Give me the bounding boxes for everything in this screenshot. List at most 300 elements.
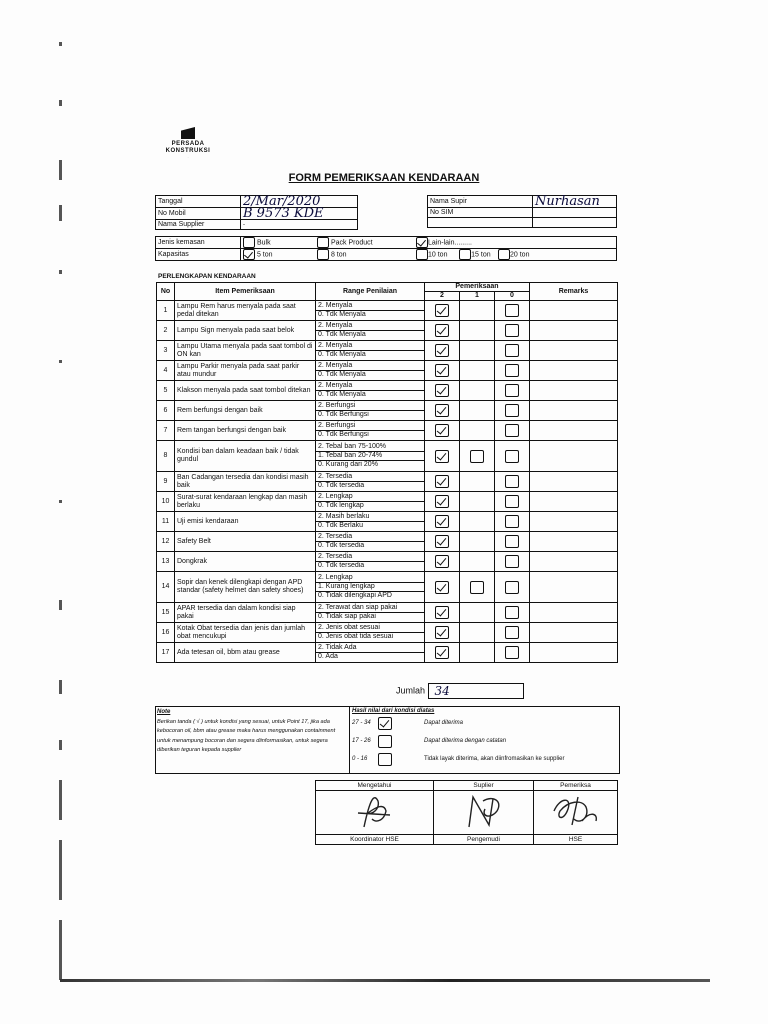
row-no: 16 — [157, 623, 175, 643]
range-option: 0. Tdk Menyala — [316, 350, 424, 359]
row-range — [316, 512, 425, 532]
signature-pengemudi-mark — [459, 791, 509, 831]
range-option: 0. Tdk tersedia — [316, 541, 424, 550]
sig-header-mengetahui: Mengetahui — [316, 781, 434, 791]
score-cell-0 — [495, 472, 530, 492]
score-cell-2 — [425, 441, 460, 472]
header-right-table — [427, 195, 617, 228]
note-text: Berikan tanda ( √ ) untuk kondisi yang sesuai, untuk Point 17, jika ada kebocoran oil, bbm atau grease maka harus menggunakan containment untuk menampung bocoran dan segera diinformasikan, untuk segera diberikan teguran kepada supplier — [157, 718, 336, 753]
sig-role-hse: HSE — [534, 835, 618, 845]
score-cell-0 — [495, 341, 530, 361]
score-cell-1 — [460, 361, 495, 381]
row-no: 9 — [157, 472, 175, 492]
row-item: Uji emisi kendaraan — [175, 512, 316, 532]
sig-header-pemeriksa: Pemeriksa — [534, 781, 618, 791]
label-no-mobil: No Mobil — [156, 208, 241, 220]
option-20-ton-label: 20 ton — [510, 251, 530, 259]
col-item: Item Pemeriksaan — [175, 283, 316, 301]
range-option: 2. Menyala — [318, 322, 353, 329]
section-title: PERLENGKAPAN KENDARAAN — [158, 273, 256, 280]
signature-koordinator — [316, 791, 434, 835]
range-option: 0. Tdk Menyala — [316, 390, 424, 399]
score-cell-0 — [495, 361, 530, 381]
table-row — [157, 512, 618, 532]
jenis-kapasitas-table — [155, 236, 617, 261]
row-item: Lampu Utama menyala pada saat tombol di ON kan — [175, 341, 316, 361]
col-score-0: 0 — [495, 292, 530, 301]
score-cell-0 — [495, 512, 530, 532]
row-item: Dongkrak — [175, 552, 316, 572]
row-item: Ada tetesan oil, bbm atau grease — [175, 643, 316, 663]
table-row — [157, 441, 618, 472]
table-row — [157, 401, 618, 421]
score-checkbox-0[interactable] — [505, 581, 519, 594]
score-cell-2 — [425, 552, 460, 572]
range-option: 0. Jenis obat tida sesuai — [316, 632, 424, 641]
value-tanggal: 2/Mar/2020 — [241, 196, 358, 208]
result-range-2: 17 - 26 — [352, 738, 371, 744]
checkbox-10-ton[interactable] — [416, 249, 428, 260]
value-empty — [533, 218, 617, 228]
score-cell-1 — [460, 401, 495, 421]
option-pack-product-label: Pack Product — [330, 239, 373, 247]
option-bulk — [241, 237, 316, 249]
row-no: 15 — [157, 603, 175, 623]
score-checkbox-2[interactable] — [435, 535, 449, 548]
row-remarks — [530, 401, 618, 421]
option-15-ton-label: 15 ton — [471, 251, 491, 259]
option-5-ton-label: 5 ton — [256, 251, 273, 259]
row-remarks — [530, 441, 618, 472]
score-cell-1 — [460, 512, 495, 532]
scan-bottom-edge — [60, 979, 710, 982]
value-no-sim — [533, 208, 617, 218]
result-row-1 — [352, 714, 624, 732]
range-option: 2. Lengkap — [318, 574, 353, 581]
row-remarks — [530, 643, 618, 663]
score-checkbox-2[interactable] — [435, 646, 449, 659]
range-option: 2. Menyala — [318, 302, 353, 309]
row-remarks — [530, 341, 618, 361]
score-checkbox-0[interactable] — [505, 304, 519, 317]
score-checkbox-1[interactable] — [470, 450, 484, 463]
row-remarks — [530, 492, 618, 512]
signature-hse — [534, 791, 618, 835]
result-legend — [352, 708, 624, 768]
range-option: 0. Kurang dari 20% — [316, 460, 424, 469]
score-cell-1 — [460, 472, 495, 492]
score-cell-0 — [495, 401, 530, 421]
score-checkbox-0[interactable] — [505, 555, 519, 568]
range-option: 1. Tebal ban 20-74% — [316, 451, 424, 460]
row-remarks — [530, 301, 618, 321]
row-range — [316, 532, 425, 552]
score-checkbox-1[interactable] — [470, 581, 484, 594]
result-text-3: Tidak layak diterima, akan diinfromasikan ke supplier — [424, 756, 565, 762]
table-row — [157, 492, 618, 512]
checkbox-bulk[interactable] — [243, 237, 255, 248]
label-kapasitas: Kapasitas — [156, 249, 241, 261]
score-checkbox-2[interactable] — [435, 364, 449, 377]
note-title: Note — [157, 709, 171, 715]
score-cell-1 — [460, 301, 495, 321]
score-checkbox-0[interactable] — [505, 364, 519, 377]
result-checkbox-1[interactable] — [378, 717, 392, 730]
score-cell-0 — [495, 572, 530, 603]
row-item: Sopir dan kenek dilengkapi dengan APD standar (safety helmet dan safety shoes) — [175, 572, 316, 603]
score-checkbox-2[interactable] — [435, 581, 449, 594]
range-option: 0. Tdk Menyala — [316, 310, 424, 319]
row-item: Lampu Rem harus menyala pada saat pedal ditekan — [175, 301, 316, 321]
score-cell-2 — [425, 341, 460, 361]
col-pemeriksaan: Pemeriksaan — [425, 283, 530, 292]
row-range — [316, 341, 425, 361]
row-item: Surat-surat kendaraan lengkap dan masih berlaku — [175, 492, 316, 512]
row-item: Safety Belt — [175, 532, 316, 552]
row-no: 3 — [157, 341, 175, 361]
range-option: 2. Tersedia — [318, 533, 353, 540]
row-no: 11 — [157, 512, 175, 532]
score-checkbox-2[interactable] — [435, 626, 449, 639]
table-row — [157, 623, 618, 643]
score-cell-2 — [425, 301, 460, 321]
score-cell-1 — [460, 341, 495, 361]
checkbox-15-ton[interactable] — [459, 249, 471, 260]
score-checkbox-0[interactable] — [505, 495, 519, 508]
row-range — [316, 441, 425, 472]
table-row — [157, 572, 618, 603]
row-remarks — [530, 472, 618, 492]
range-option: 2. Tersedia — [318, 553, 353, 560]
row-no: 6 — [157, 401, 175, 421]
range-option: 0. Tidak dilengkapi APD — [316, 591, 424, 600]
jumlah-label: Jumlah — [396, 685, 426, 696]
sig-role-koordinator: Koordinator HSE — [316, 835, 434, 845]
label-empty — [428, 218, 533, 228]
score-checkbox-0[interactable] — [505, 646, 519, 659]
score-cell-2 — [425, 381, 460, 401]
score-checkbox-0[interactable] — [505, 515, 519, 528]
row-range — [316, 421, 425, 441]
option-bulk-label: Bulk — [256, 239, 271, 247]
signature-koordinator-mark — [350, 791, 400, 831]
scan-margin-marks — [55, 40, 69, 1000]
row-item: Rem tangan berfungsi dengan baik — [175, 421, 316, 441]
range-option: 2. Jenis obat sesuai — [318, 624, 380, 631]
score-checkbox-2[interactable] — [435, 404, 449, 417]
range-option: 0. Tdk tersedia — [316, 561, 424, 570]
label-tanggal: Tanggal — [156, 196, 241, 208]
score-checkbox-2[interactable] — [435, 495, 449, 508]
score-checkbox-0[interactable] — [505, 424, 519, 437]
score-cell-1 — [460, 623, 495, 643]
score-cell-1 — [460, 552, 495, 572]
row-range — [316, 321, 425, 341]
range-option: 0. Tdk Berfungsi — [316, 430, 424, 439]
col-score-1: 1 — [460, 292, 495, 301]
table-row — [157, 603, 618, 623]
jumlah-row — [396, 683, 524, 699]
score-cell-1 — [460, 572, 495, 603]
row-item: Ban Cadangan tersedia dan kondisi masih baik — [175, 472, 316, 492]
score-cell-1 — [460, 603, 495, 623]
row-item: Lampu Sign menyala pada saat belok — [175, 321, 316, 341]
table-row — [157, 532, 618, 552]
range-option: 0. Tdk Berlaku — [316, 521, 424, 530]
score-cell-0 — [495, 532, 530, 552]
checkbox-20-ton[interactable] — [498, 249, 510, 260]
range-option: 0. Tdk Menyala — [316, 330, 424, 339]
score-cell-1 — [460, 492, 495, 512]
score-cell-2 — [425, 401, 460, 421]
row-item: Klakson menyala pada saat tombol ditekan — [175, 381, 316, 401]
signature-table — [315, 780, 618, 845]
score-checkbox-2[interactable] — [435, 324, 449, 337]
value-no-mobil: B 9573 KDE — [241, 208, 358, 220]
row-no: 10 — [157, 492, 175, 512]
score-checkbox-0[interactable] — [505, 626, 519, 639]
option-10-15-ton — [414, 249, 496, 261]
row-item: Lampu Parkir menyala pada saat parkir atau mundur — [175, 361, 316, 381]
result-text-2: Dapat diterima dengan catatan — [424, 738, 507, 744]
row-no: 2 — [157, 321, 175, 341]
range-option: 2. Berfungsi — [318, 402, 356, 409]
signature-pengemudi — [434, 791, 534, 835]
score-checkbox-2[interactable] — [435, 384, 449, 397]
score-cell-2 — [425, 512, 460, 532]
inspection-table — [156, 282, 618, 663]
col-remarks: Remarks — [530, 283, 618, 301]
row-remarks — [530, 512, 618, 532]
row-remarks — [530, 572, 618, 603]
range-option: 0. Ada — [316, 652, 424, 661]
score-cell-2 — [425, 472, 460, 492]
range-option: 0. Tdk Berfungsi — [316, 410, 424, 419]
range-option: 2. Tersedia — [318, 473, 353, 480]
score-cell-0 — [495, 421, 530, 441]
score-checkbox-2[interactable] — [435, 475, 449, 488]
row-range — [316, 603, 425, 623]
row-no: 8 — [157, 441, 175, 472]
score-checkbox-0[interactable] — [505, 535, 519, 548]
row-no: 13 — [157, 552, 175, 572]
range-option: 2. Menyala — [318, 342, 353, 349]
value-nama-supir: Nurhasan — [533, 196, 617, 208]
value-nama-supplier: - — [241, 220, 358, 230]
checkbox-lain-lain[interactable] — [416, 237, 428, 248]
sig-role-pengemudi: Pengemudi — [434, 835, 534, 845]
row-remarks — [530, 381, 618, 401]
score-cell-2 — [425, 572, 460, 603]
label-jenis-kemasan: Jenis kemasan — [156, 237, 241, 249]
label-nama-supir: Nama Supir — [428, 196, 533, 208]
result-checkbox-3[interactable] — [378, 753, 392, 766]
note-divider — [349, 706, 350, 773]
jumlah-value: 34 — [428, 683, 524, 699]
score-checkbox-0[interactable] — [505, 450, 519, 463]
row-no: 12 — [157, 532, 175, 552]
row-no: 1 — [157, 301, 175, 321]
row-range — [316, 381, 425, 401]
option-8-ton — [315, 249, 414, 261]
row-remarks — [530, 321, 618, 341]
signature-hse-mark — [546, 791, 606, 831]
range-option: 0. Tidak siap pakai — [316, 612, 424, 621]
range-option: 0. Tdk lengkap — [316, 501, 424, 510]
range-option: 0. Tdk Menyala — [316, 370, 424, 379]
row-no: 14 — [157, 572, 175, 603]
row-remarks — [530, 552, 618, 572]
result-title: Hasil nilai dari kondisi diatas — [352, 708, 435, 714]
checkbox-8-ton[interactable] — [317, 249, 329, 260]
option-pack-product — [315, 237, 414, 249]
score-cell-2 — [425, 421, 460, 441]
row-range — [316, 552, 425, 572]
option-10-ton-label: 10 ton — [428, 251, 448, 259]
logo-mark — [181, 127, 195, 139]
range-option: 2. Tebal ban 75-100% — [318, 443, 386, 450]
company-logo — [158, 127, 218, 159]
table-row — [157, 421, 618, 441]
range-option: 2. Masih berlaku — [318, 513, 370, 520]
table-row — [157, 301, 618, 321]
note — [157, 708, 343, 756]
score-checkbox-0[interactable] — [505, 606, 519, 619]
row-range — [316, 401, 425, 421]
score-cell-0 — [495, 643, 530, 663]
option-5-ton — [241, 249, 316, 261]
sig-header-suplier: Suplier — [434, 781, 534, 791]
row-range — [316, 301, 425, 321]
label-nama-supplier: Nama Supplier — [156, 220, 241, 230]
row-no: 7 — [157, 421, 175, 441]
score-checkbox-0[interactable] — [505, 384, 519, 397]
form-title: FORM PEMERIKSAAN KENDARAAN — [288, 172, 480, 184]
row-item: Kotak Obat tersedia dan jenis dan jumlah obat mencukupi — [175, 623, 316, 643]
col-score-2: 2 — [425, 292, 460, 301]
score-checkbox-2[interactable] — [435, 424, 449, 437]
row-remarks — [530, 623, 618, 643]
score-checkbox-2[interactable] — [435, 606, 449, 619]
table-row — [157, 643, 618, 663]
range-option: 2. Menyala — [318, 362, 353, 369]
row-item: Rem berfungsi dengan baik — [175, 401, 316, 421]
score-cell-1 — [460, 643, 495, 663]
score-cell-2 — [425, 643, 460, 663]
range-option: 1. Kurang lengkap — [316, 582, 424, 591]
score-cell-2 — [425, 361, 460, 381]
score-cell-2 — [425, 603, 460, 623]
option-8-ton-label: 8 ton — [330, 251, 347, 259]
score-cell-0 — [495, 381, 530, 401]
col-no: No — [157, 283, 175, 301]
score-cell-1 — [460, 421, 495, 441]
score-cell-1 — [460, 321, 495, 341]
score-cell-2 — [425, 492, 460, 512]
row-no: 5 — [157, 381, 175, 401]
score-cell-0 — [495, 552, 530, 572]
score-cell-1 — [460, 532, 495, 552]
table-row — [157, 552, 618, 572]
score-checkbox-2[interactable] — [435, 344, 449, 357]
label-no-sim: No SIM — [428, 208, 533, 218]
result-row-2 — [352, 732, 624, 750]
score-checkbox-0[interactable] — [505, 475, 519, 488]
score-checkbox-2[interactable] — [435, 304, 449, 317]
score-cell-0 — [495, 603, 530, 623]
range-option: 2. Berfungsi — [318, 422, 356, 429]
col-range: Range Penilaian — [316, 283, 425, 301]
score-cell-2 — [425, 532, 460, 552]
row-range — [316, 643, 425, 663]
row-remarks — [530, 421, 618, 441]
result-checkbox-2[interactable] — [378, 735, 392, 748]
option-20-ton — [496, 249, 617, 261]
score-checkbox-2[interactable] — [435, 450, 449, 463]
score-checkbox-2[interactable] — [435, 555, 449, 568]
result-range-3: 0 - 16 — [352, 756, 368, 762]
range-option: 2. Lengkap — [318, 493, 353, 500]
option-lain-lain-label: Lain-lain......... — [428, 239, 472, 247]
company-tagline: . — [187, 155, 189, 159]
company-name-line1: PERSADA — [171, 141, 205, 147]
result-row-3 — [352, 750, 624, 768]
checkbox-pack-product[interactable] — [317, 237, 329, 248]
score-checkbox-2[interactable] — [435, 515, 449, 528]
result-text-1: Dapat diterima — [424, 720, 464, 726]
row-item: APAR tersedia dan dalam kondisi siap pakai — [175, 603, 316, 623]
range-option: 2. Terawat dan siap pakai — [318, 604, 398, 611]
row-no: 17 — [157, 643, 175, 663]
score-cell-0 — [495, 492, 530, 512]
score-cell-1 — [460, 441, 495, 472]
score-checkbox-0[interactable] — [505, 344, 519, 357]
range-option: 2. Menyala — [318, 382, 353, 389]
score-cell-1 — [460, 381, 495, 401]
row-remarks — [530, 361, 618, 381]
row-range — [316, 361, 425, 381]
table-row — [157, 381, 618, 401]
range-option: 2. Tidak Ada — [318, 644, 357, 651]
table-row — [157, 321, 618, 341]
score-cell-0 — [495, 441, 530, 472]
score-checkbox-0[interactable] — [505, 324, 519, 337]
option-lain-lain — [414, 237, 617, 249]
result-range-1: 27 - 34 — [352, 720, 371, 726]
row-range — [316, 492, 425, 512]
range-option: 0. Tdk tersedia — [316, 481, 424, 490]
row-remarks — [530, 603, 618, 623]
score-checkbox-0[interactable] — [505, 404, 519, 417]
row-remarks — [530, 532, 618, 552]
header-left-table — [155, 195, 358, 230]
row-range — [316, 472, 425, 492]
score-cell-0 — [495, 321, 530, 341]
table-row — [157, 361, 618, 381]
row-range — [316, 572, 425, 603]
table-row — [157, 472, 618, 492]
score-cell-2 — [425, 321, 460, 341]
checkbox-5-ton[interactable] — [243, 249, 255, 260]
row-no: 4 — [157, 361, 175, 381]
score-cell-2 — [425, 623, 460, 643]
score-cell-0 — [495, 301, 530, 321]
company-name-line2: KONSTRUKSI — [165, 148, 211, 154]
row-item: Kondisi ban dalam keadaan baik / tidak gundul — [175, 441, 316, 472]
row-range — [316, 623, 425, 643]
score-cell-0 — [495, 623, 530, 643]
table-row — [157, 341, 618, 361]
